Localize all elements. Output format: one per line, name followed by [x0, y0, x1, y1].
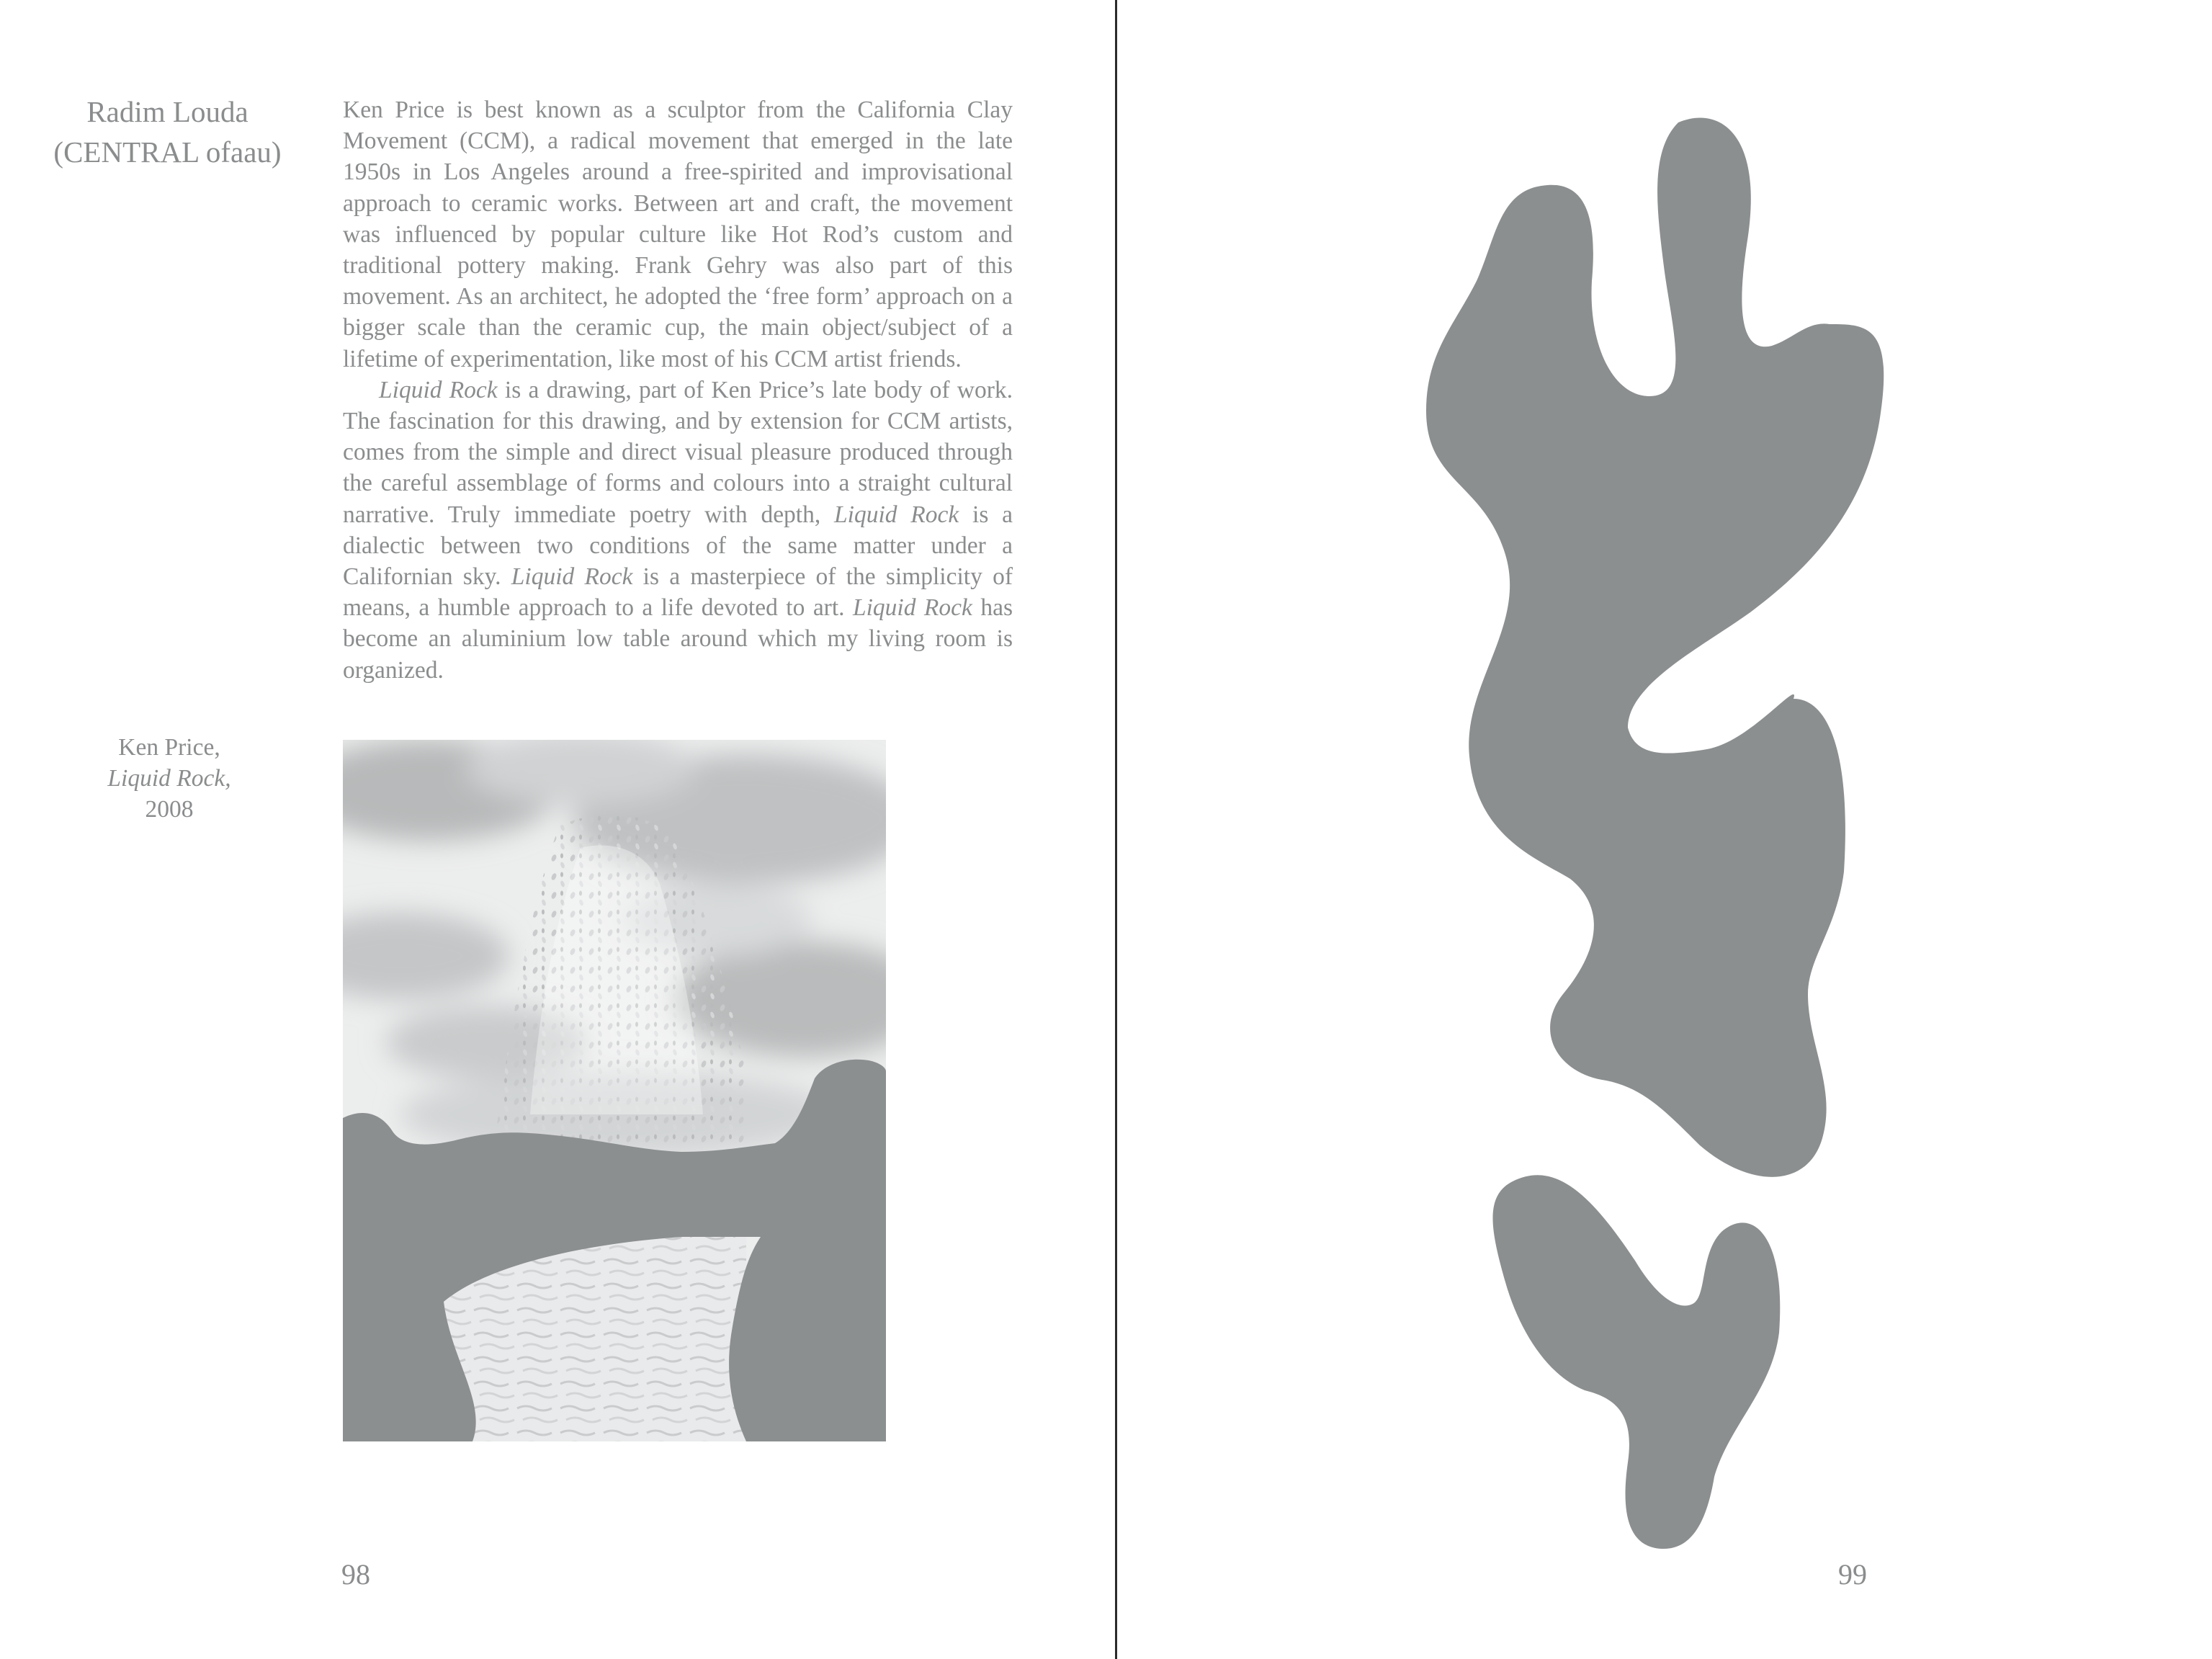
essay-text-run: is a drawing, part of Ken Price’s late body of work. The fascination for this drawing, and by extension for CCM artists, comes from the simple and direct visual pleasure produced through the careful assemblage of forms and colours into a straight cultural narrative. Truly immediate poetry with depth,	[343, 376, 1013, 528]
essay-body	[343, 94, 1013, 686]
essay-text-run: is a dialectic between two conditions of the same matter under a Californian sky.	[343, 501, 1013, 591]
lower-free-form	[1493, 1175, 1781, 1549]
author-name	[29, 91, 306, 172]
page-number-right: 99	[1838, 1558, 1867, 1591]
caption-title: Liquid Rock,	[107, 765, 231, 792]
caption-artist: Ken Price,	[118, 734, 220, 761]
essay-paragraph-2	[343, 375, 1013, 686]
essay-text-run: has become an aluminium low table around which my living room is organized.	[343, 594, 1013, 684]
artwork-title-ref: Liquid Rock	[834, 501, 959, 528]
upper-free-form	[1426, 117, 1884, 1176]
caption-year: 2008	[145, 796, 194, 823]
author-office-line: (CENTRAL ofaau)	[53, 135, 282, 169]
essay-text-run: is a masterpiece of the simplicity of means, a humble approach to a life devoted to art.	[343, 563, 1013, 622]
artwork-caption	[58, 732, 281, 825]
artwork-title-ref: Liquid Rock	[511, 563, 633, 591]
artwork-title-ref: Liquid Rock	[379, 376, 498, 403]
page-number-left: 98	[341, 1558, 370, 1591]
artwork-title-ref: Liquid Rock	[852, 594, 972, 622]
artwork-illustration	[343, 740, 886, 1441]
essay-paragraph-1: Ken Price is best known as a sculptor from the California Clay Movement (CCM), a radical movement that emerged in the late 1950s in Los Angeles around a free-spirited and improvisational approach to ceramic works. Between art and craft, the movement was influenced by popular culture like Hot Rod’s custom and traditional pottery making. Frank Gehry was also part of this movement. As an architect, he adopted the ‘free form’ approach on a bigger scale than the ceramic cup, the main object/subject of a lifetime of experimentation, like most of his CCM artist friends.	[343, 97, 1013, 372]
gutter-line	[1115, 0, 1117, 1659]
author-name-line: Radim Louda	[86, 95, 248, 128]
liquid-rock-artwork	[343, 740, 886, 1441]
free-form-shapes	[1390, 108, 1923, 1563]
